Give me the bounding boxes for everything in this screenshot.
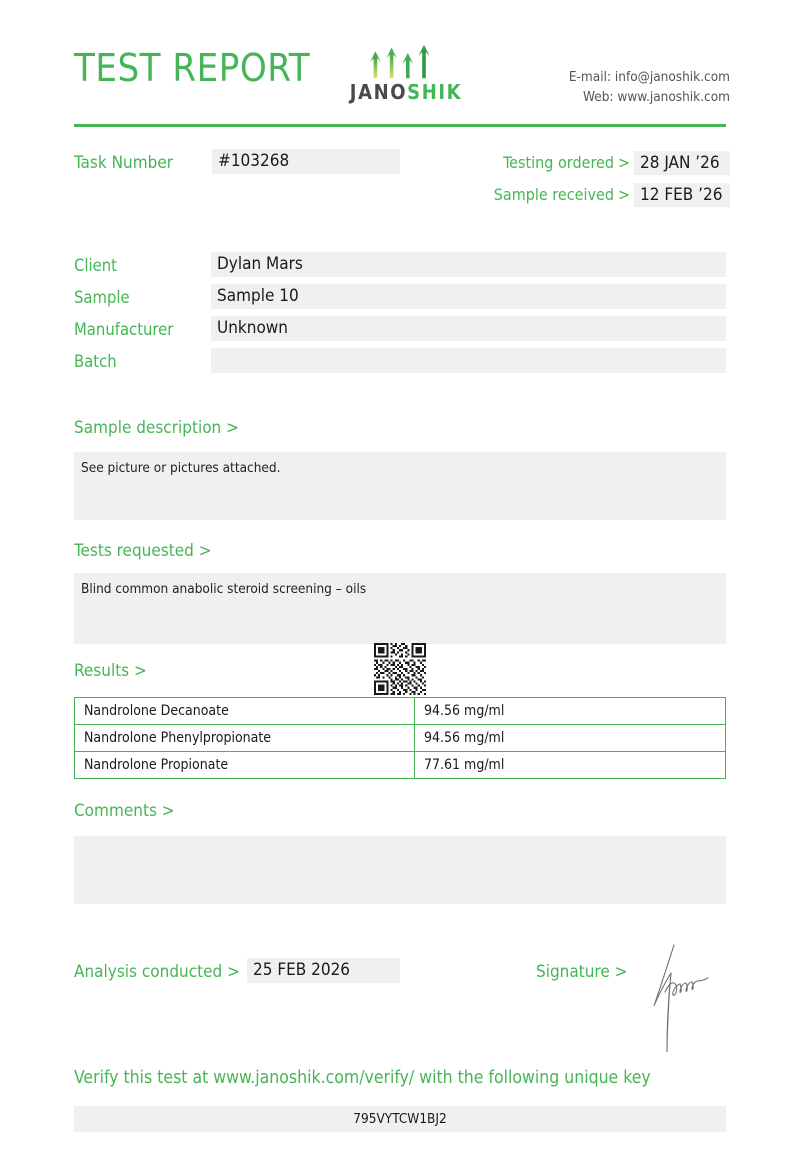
- task-number-value: #103268: [212, 149, 400, 174]
- contact-info: [569, 68, 730, 107]
- tests-requested-box: [74, 573, 726, 644]
- result-amount: 94.56 mg/ml: [415, 725, 726, 752]
- logo-text-jano: JANO: [349, 80, 408, 104]
- result-compound: Nandrolone Propionate: [75, 752, 415, 779]
- testing-ordered-caret: >: [617, 153, 630, 172]
- info-row-batch: [74, 348, 726, 380]
- document-header: [74, 44, 730, 114]
- analysis-conducted-value: 25 FEB 2026: [247, 958, 400, 983]
- info-row-client: [74, 252, 726, 284]
- sample-description-heading: Sample description >: [74, 418, 239, 438]
- sample-description-box: [74, 452, 726, 520]
- analysis-conducted-label: Analysis conducted >: [74, 962, 240, 982]
- signature-image: [638, 940, 728, 1060]
- results-table: [74, 697, 726, 779]
- tests-requested-heading: Tests requested >: [74, 541, 212, 561]
- sample-received-value: 12 FEB ’26: [634, 183, 730, 207]
- sample-received-caret: >: [617, 185, 630, 204]
- bar-chart-arrows-icon: [352, 44, 460, 80]
- table-row: [75, 725, 726, 752]
- info-row-sample: [74, 284, 726, 316]
- manufacturer-value: Unknown: [211, 316, 726, 341]
- result-compound: Nandrolone Phenylpropionate: [75, 725, 415, 752]
- client-info-block: [74, 252, 726, 380]
- sample-value: Sample 10: [211, 284, 726, 309]
- tests-requested-text: Blind common anabolic steroid screening – oils: [81, 581, 367, 597]
- table-row: [75, 698, 726, 725]
- client-value: Dylan Mars: [211, 252, 726, 277]
- comments-heading: Comments >: [74, 801, 175, 821]
- janoshik-logo: [344, 44, 468, 102]
- results-heading: Results >: [74, 661, 147, 681]
- testing-ordered-row: [380, 151, 730, 175]
- result-amount: 77.61 mg/ml: [415, 752, 726, 779]
- contact-email: E-mail: info@janoshik.com: [568, 69, 730, 85]
- contact-web: Web: www.janoshik.com: [583, 88, 730, 105]
- header-divider: [74, 124, 726, 127]
- batch-value: [211, 348, 726, 373]
- testing-ordered-label: Testing ordered: [503, 153, 614, 172]
- verify-instructions: Verify this test at www.janoshik.com/verify/ with the following unique key: [74, 1068, 651, 1088]
- sample-label: Sample: [74, 288, 130, 307]
- signature-label: Signature >: [536, 962, 628, 982]
- batch-label: Batch: [74, 352, 117, 371]
- sample-received-label: Sample received: [493, 185, 614, 204]
- client-label: Client: [74, 256, 117, 275]
- manufacturer-label: Manufacturer: [74, 320, 174, 339]
- sample-received-row: [380, 183, 730, 207]
- page-title: TEST REPORT: [74, 46, 311, 90]
- task-number-label: Task Number: [74, 153, 174, 173]
- logo-wordmark: [344, 82, 468, 102]
- info-row-manufacturer: [74, 316, 726, 348]
- table-row: [75, 752, 726, 779]
- logo-text-shik: SHIK: [407, 80, 463, 104]
- result-compound: Nandrolone Decanoate: [75, 698, 415, 725]
- verification-qr-code: [374, 643, 426, 695]
- result-amount: 94.56 mg/ml: [415, 698, 726, 725]
- testing-ordered-value: 28 JAN ’26: [634, 151, 730, 175]
- comments-box: [74, 836, 726, 904]
- unique-key-value: 795VYTCW1BJ2: [74, 1106, 726, 1132]
- sample-description-text: See picture or pictures attached.: [81, 460, 281, 476]
